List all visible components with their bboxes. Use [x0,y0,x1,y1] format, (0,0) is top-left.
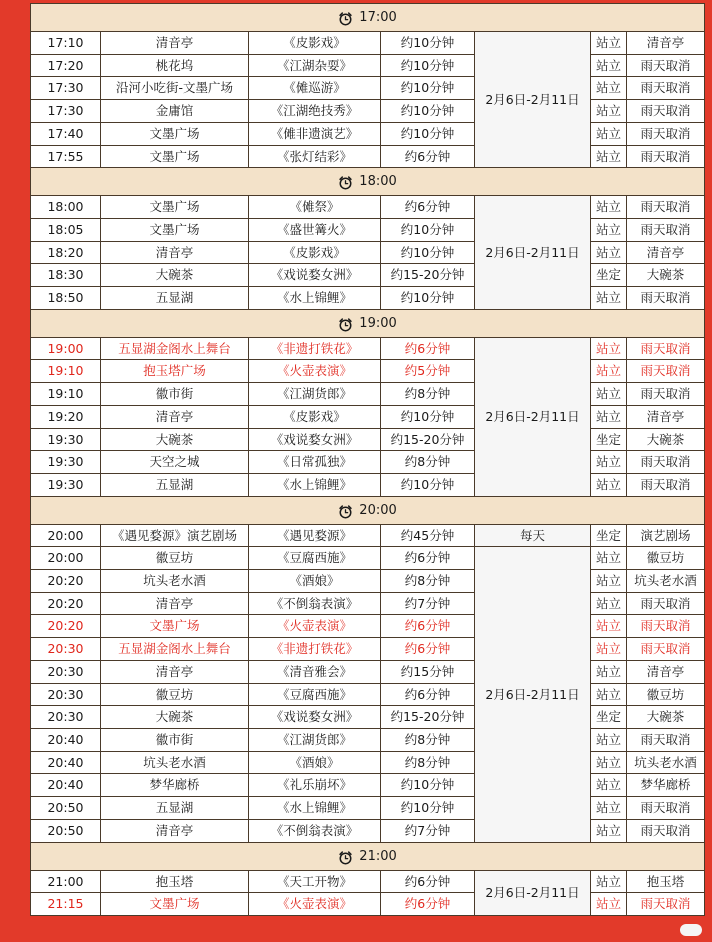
stance-cell: 站立 [591,660,627,683]
venue-cell: 五显湖 [101,797,249,820]
rain-cell: 雨天取消 [627,77,705,100]
rain-cell: 雨天取消 [627,196,705,219]
venue-cell: 桃花坞 [101,54,249,77]
alarm-clock-icon [338,9,353,24]
duration-cell: 约6分钟 [381,196,475,219]
time-cell: 20:30 [31,638,101,661]
venue-cell: 文墨广场 [101,218,249,241]
time-group-header [31,168,705,196]
duration-cell: 约8分钟 [381,728,475,751]
rain-cell: 大碗茶 [627,428,705,451]
program-cell: 《江湖杂耍》 [249,54,381,77]
rain-cell: 演艺剧场 [627,524,705,547]
stance-cell: 站立 [591,405,627,428]
stance-cell: 坐定 [591,524,627,547]
stance-cell: 站立 [591,451,627,474]
stance-cell: 站立 [591,473,627,496]
watermark-badge [680,924,702,936]
program-cell: 《戏说婺女洲》 [249,706,381,729]
duration-cell: 约10分钟 [381,32,475,55]
program-cell: 《皮影戏》 [249,241,381,264]
program-cell: 《不倒翁表演》 [249,819,381,842]
table-row [31,819,705,842]
venue-cell: 沿河小吃街-文墨广场 [101,77,249,100]
rain-cell: 徽豆坊 [627,683,705,706]
program-cell: 《盛世篝火》 [249,218,381,241]
time-group-header [31,309,705,337]
table-row [31,638,705,661]
program-cell: 《张灯结彩》 [249,145,381,168]
venue-cell: 金庸馆 [101,100,249,123]
duration-cell: 约8分钟 [381,451,475,474]
rain-cell: 大碗茶 [627,706,705,729]
duration-cell: 约6分钟 [381,683,475,706]
table-row [31,473,705,496]
rain-cell: 清音亭 [627,241,705,264]
duration-cell: 约8分钟 [381,570,475,593]
duration-cell: 约15分钟 [381,660,475,683]
program-cell: 《日常孤独》 [249,451,381,474]
duration-cell: 约8分钟 [381,751,475,774]
time-cell: 20:50 [31,819,101,842]
time-cell: 19:30 [31,428,101,451]
venue-cell: 坑头老水酒 [101,570,249,593]
stance-cell: 站立 [591,592,627,615]
duration-cell: 约10分钟 [381,473,475,496]
table-row [31,122,705,145]
venue-cell: 清音亭 [101,241,249,264]
stance-cell: 站立 [591,547,627,570]
program-cell: 《江湖货郎》 [249,728,381,751]
stance-cell: 站立 [591,751,627,774]
duration-cell: 约7分钟 [381,592,475,615]
date-cell: 2月6日-2月11日 [475,196,591,310]
duration-cell: 约10分钟 [381,287,475,310]
venue-cell: 梦华廊桥 [101,774,249,797]
venue-cell: 五显湖金阁水上舞台 [101,638,249,661]
time-group-header [31,842,705,870]
duration-cell: 约6分钟 [381,615,475,638]
venue-cell: 清音亭 [101,592,249,615]
rain-cell: 大碗茶 [627,264,705,287]
table-row [31,728,705,751]
program-cell: 《非遗打铁花》 [249,337,381,360]
duration-cell: 约6分钟 [381,893,475,916]
stance-cell: 站立 [591,728,627,751]
duration-cell: 约6分钟 [381,145,475,168]
program-cell: 《水上锦鲤》 [249,287,381,310]
duration-cell: 约10分钟 [381,774,475,797]
venue-cell: 清音亭 [101,405,249,428]
table-row [31,751,705,774]
duration-cell: 约10分钟 [381,54,475,77]
rain-cell: 雨天取消 [627,615,705,638]
stance-cell: 站立 [591,615,627,638]
table-row [31,32,705,55]
table-row [31,337,705,360]
rain-cell: 梦华廊桥 [627,774,705,797]
program-cell: 《豆腐西施》 [249,683,381,706]
program-cell: 《火壶表演》 [249,893,381,916]
stance-cell: 站立 [591,570,627,593]
venue-cell: 清音亭 [101,819,249,842]
venue-cell: 大碗茶 [101,428,249,451]
program-cell: 《皮影戏》 [249,405,381,428]
alarm-clock-icon [338,848,353,863]
stance-cell: 站立 [591,797,627,820]
stance-cell: 站立 [591,196,627,219]
venue-cell: 徽市街 [101,728,249,751]
stance-cell: 站立 [591,683,627,706]
stance-cell: 站立 [591,77,627,100]
date-cell: 2月6日-2月11日 [475,547,591,842]
rain-cell: 雨天取消 [627,337,705,360]
stance-cell: 站立 [591,360,627,383]
rain-cell: 雨天取消 [627,893,705,916]
duration-cell: 约10分钟 [381,405,475,428]
time-cell: 20:50 [31,797,101,820]
table-row [31,774,705,797]
table-row [31,524,705,547]
duration-cell: 约7分钟 [381,819,475,842]
stance-cell: 站立 [591,774,627,797]
program-cell: 《水上锦鲤》 [249,473,381,496]
time-cell: 19:20 [31,405,101,428]
time-cell: 20:30 [31,706,101,729]
rain-cell: 雨天取消 [627,473,705,496]
table-row [31,570,705,593]
group-time-label: 19:00 [359,315,397,331]
venue-cell: 大碗茶 [101,264,249,287]
group-time-label: 21:00 [359,848,397,864]
table-row [31,706,705,729]
table-row [31,547,705,570]
table-row [31,218,705,241]
rain-cell: 清音亭 [627,660,705,683]
venue-cell: 抱玉塔 [101,870,249,893]
rain-cell: 雨天取消 [627,360,705,383]
time-cell: 19:10 [31,383,101,406]
program-cell: 《江湖货郎》 [249,383,381,406]
date-cell: 2月6日-2月11日 [475,32,591,168]
program-cell: 《皮影戏》 [249,32,381,55]
stance-cell: 站立 [591,32,627,55]
time-cell: 20:40 [31,774,101,797]
stance-cell: 站立 [591,145,627,168]
rain-cell: 雨天取消 [627,819,705,842]
duration-cell: 约6分钟 [381,547,475,570]
program-cell: 《酒娘》 [249,570,381,593]
rain-cell: 雨天取消 [627,638,705,661]
program-cell: 《傩祭》 [249,196,381,219]
schedule-sheet [30,3,697,916]
stance-cell: 站立 [591,383,627,406]
date-cell: 2月6日-2月11日 [475,337,591,496]
time-cell: 19:30 [31,451,101,474]
time-cell: 20:20 [31,615,101,638]
duration-cell: 约10分钟 [381,241,475,264]
program-cell: 《豆腐西施》 [249,547,381,570]
venue-cell: 清音亭 [101,660,249,683]
table-row [31,100,705,123]
duration-cell: 约45分钟 [381,524,475,547]
table-row [31,405,705,428]
duration-cell: 约6分钟 [381,870,475,893]
venue-cell: 五显湖 [101,287,249,310]
rain-cell: 雨天取消 [627,100,705,123]
time-cell: 20:30 [31,660,101,683]
table-row [31,428,705,451]
table-row [31,196,705,219]
duration-cell: 约6分钟 [381,638,475,661]
stance-cell: 站立 [591,337,627,360]
rain-cell: 清音亭 [627,32,705,55]
stance-cell: 站立 [591,819,627,842]
time-cell: 21:15 [31,893,101,916]
alarm-clock-icon [338,315,353,330]
rain-cell: 雨天取消 [627,383,705,406]
date-cell: 每天 [475,524,591,547]
program-cell: 《酒娘》 [249,751,381,774]
time-cell: 20:00 [31,524,101,547]
time-cell: 21:00 [31,870,101,893]
program-cell: 《非遗打铁花》 [249,638,381,661]
duration-cell: 约15-20分钟 [381,706,475,729]
program-cell: 《江湖绝技秀》 [249,100,381,123]
venue-cell: 抱玉塔广场 [101,360,249,383]
venue-cell: 五显湖金阁水上舞台 [101,337,249,360]
table-row [31,383,705,406]
stance-cell: 站立 [591,893,627,916]
time-cell: 17:55 [31,145,101,168]
program-cell: 《戏说婺女洲》 [249,428,381,451]
time-cell: 19:00 [31,337,101,360]
venue-cell: 大碗茶 [101,706,249,729]
rain-cell: 雨天取消 [627,218,705,241]
venue-cell: 《遇见婺源》演艺剧场 [101,524,249,547]
program-cell: 《火壶表演》 [249,615,381,638]
table-row [31,870,705,893]
rain-cell: 雨天取消 [627,122,705,145]
venue-cell: 文墨广场 [101,893,249,916]
time-cell: 20:30 [31,683,101,706]
table-row [31,451,705,474]
stance-cell: 站立 [591,54,627,77]
rain-cell: 雨天取消 [627,728,705,751]
table-row [31,54,705,77]
rain-cell: 坑头老水酒 [627,570,705,593]
rain-cell: 雨天取消 [627,287,705,310]
venue-cell: 徽市街 [101,383,249,406]
time-cell: 20:20 [31,592,101,615]
venue-cell: 坑头老水酒 [101,751,249,774]
time-cell: 18:00 [31,196,101,219]
time-cell: 20:00 [31,547,101,570]
venue-cell: 文墨广场 [101,615,249,638]
duration-cell: 约10分钟 [381,218,475,241]
duration-cell: 约8分钟 [381,383,475,406]
duration-cell: 约15-20分钟 [381,264,475,287]
table-row [31,615,705,638]
rain-cell: 雨天取消 [627,451,705,474]
stance-cell: 站立 [591,218,627,241]
table-row [31,660,705,683]
table-row [31,145,705,168]
table-row [31,264,705,287]
time-cell: 18:05 [31,218,101,241]
group-time-label: 20:00 [359,502,397,518]
time-cell: 20:20 [31,570,101,593]
stance-cell: 站立 [591,122,627,145]
rain-cell: 清音亭 [627,405,705,428]
time-cell: 17:30 [31,77,101,100]
program-cell: 《戏说婺女洲》 [249,264,381,287]
program-cell: 《礼乐崩坏》 [249,774,381,797]
alarm-clock-icon [338,173,353,188]
rain-cell: 坑头老水酒 [627,751,705,774]
stance-cell: 站立 [591,287,627,310]
rain-cell: 徽豆坊 [627,547,705,570]
date-cell: 2月6日-2月11日 [475,870,591,915]
time-cell: 17:20 [31,54,101,77]
time-cell: 20:40 [31,728,101,751]
rain-cell: 抱玉塔 [627,870,705,893]
duration-cell: 约10分钟 [381,100,475,123]
table-row [31,893,705,916]
group-time-label: 18:00 [359,174,397,190]
time-group-header [31,4,705,32]
table-row [31,360,705,383]
time-cell: 19:10 [31,360,101,383]
venue-cell: 徽豆坊 [101,547,249,570]
duration-cell: 约15-20分钟 [381,428,475,451]
time-cell: 18:30 [31,264,101,287]
stance-cell: 站立 [591,241,627,264]
venue-cell: 五显湖 [101,473,249,496]
table-row [31,683,705,706]
venue-cell: 天空之城 [101,451,249,474]
program-cell: 《傩巡游》 [249,77,381,100]
time-cell: 17:30 [31,100,101,123]
stance-cell: 坐定 [591,428,627,451]
table-row [31,241,705,264]
program-cell: 《天工开物》 [249,870,381,893]
rain-cell: 雨天取消 [627,54,705,77]
group-time-label: 17:00 [359,10,397,25]
program-cell: 《不倒翁表演》 [249,592,381,615]
schedule-table [30,3,705,916]
time-cell: 17:10 [31,32,101,55]
program-cell: 《火壶表演》 [249,360,381,383]
program-cell: 《傩非遗演艺》 [249,122,381,145]
time-cell: 17:40 [31,122,101,145]
duration-cell: 约10分钟 [381,797,475,820]
venue-cell: 文墨广场 [101,196,249,219]
venue-cell: 文墨广场 [101,122,249,145]
rain-cell: 雨天取消 [627,145,705,168]
stance-cell: 坐定 [591,706,627,729]
venue-cell: 文墨广场 [101,145,249,168]
alarm-clock-icon [338,502,353,517]
table-row [31,797,705,820]
rain-cell: 雨天取消 [627,592,705,615]
duration-cell: 约6分钟 [381,337,475,360]
stance-cell: 站立 [591,870,627,893]
table-row [31,592,705,615]
table-row [31,77,705,100]
time-cell: 19:30 [31,473,101,496]
stance-cell: 站立 [591,100,627,123]
duration-cell: 约10分钟 [381,77,475,100]
program-cell: 《水上锦鲤》 [249,797,381,820]
stance-cell: 站立 [591,638,627,661]
venue-cell: 徽豆坊 [101,683,249,706]
program-cell: 《清音雅会》 [249,660,381,683]
stance-cell: 坐定 [591,264,627,287]
duration-cell: 约10分钟 [381,122,475,145]
time-group-header [31,496,705,524]
venue-cell: 清音亭 [101,32,249,55]
program-cell: 《遇见婺源》 [249,524,381,547]
time-cell: 18:20 [31,241,101,264]
time-cell: 20:40 [31,751,101,774]
time-cell: 18:50 [31,287,101,310]
table-row [31,287,705,310]
rain-cell: 雨天取消 [627,797,705,820]
duration-cell: 约5分钟 [381,360,475,383]
